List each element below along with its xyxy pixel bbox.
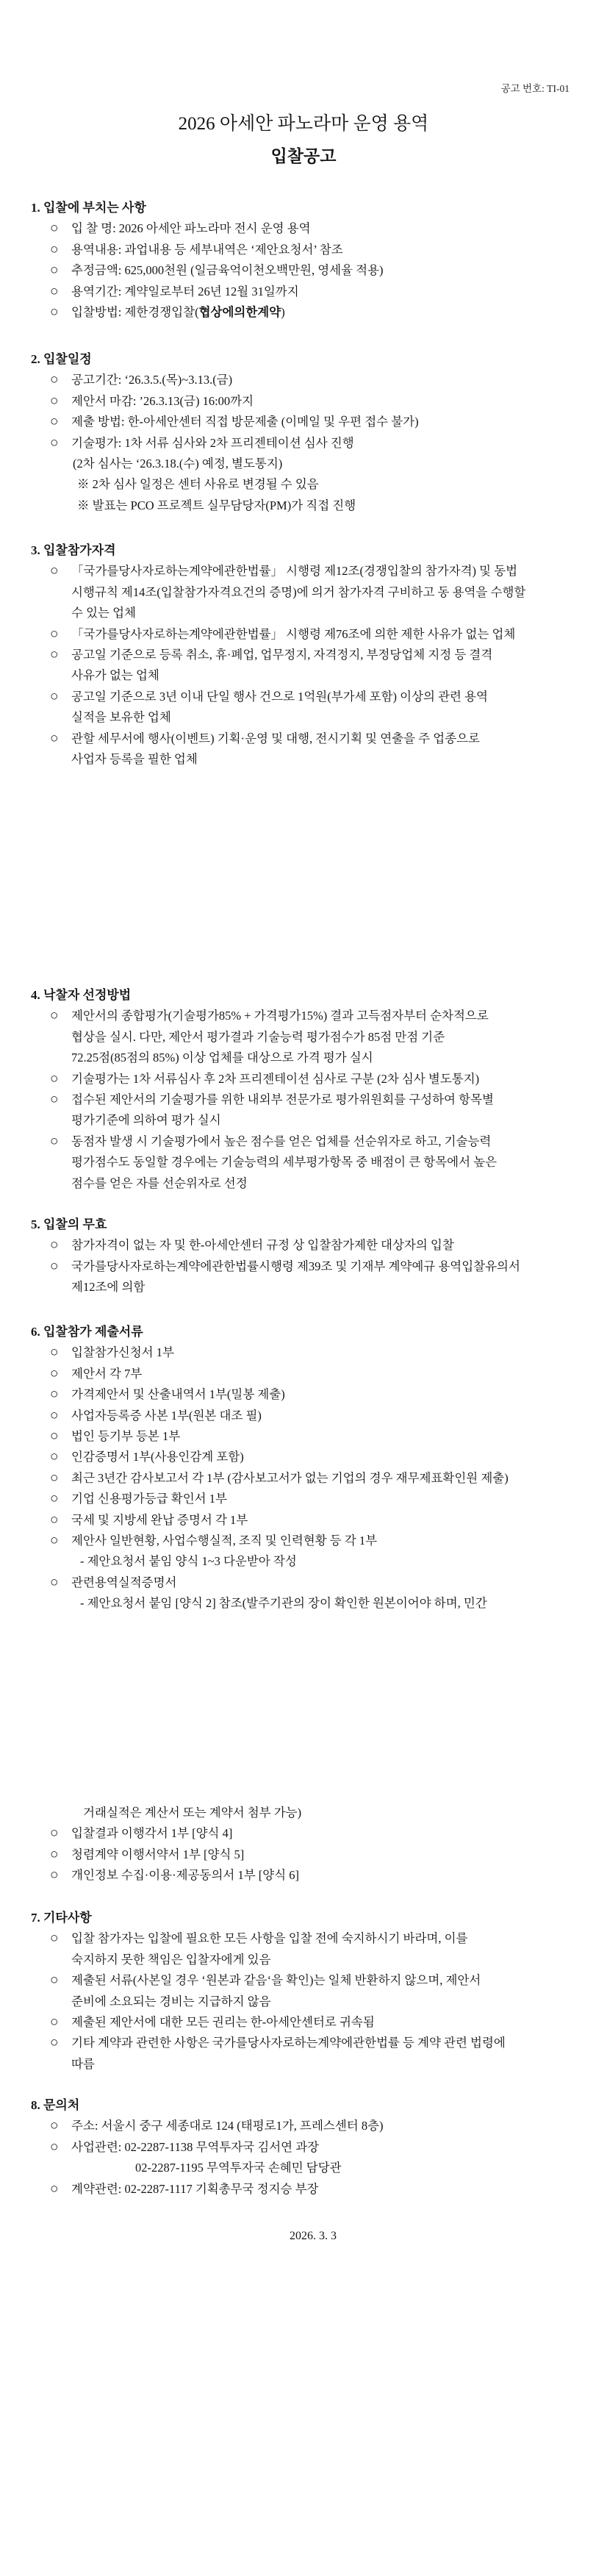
bullet-line: ○ 계약관련: 02-2287-1117 기획총무국 정지승 부장 — [0, 2179, 607, 2200]
section-heading: 4. 낙찰자 선정방법 — [31, 988, 132, 1002]
bullet-circle-icon: ○ — [50, 2118, 59, 2134]
section-s6 — [0, 1322, 607, 1614]
section-s5 — [0, 1214, 607, 1298]
issue-date: 2026. 3. 3 — [290, 2230, 337, 2242]
bullet-line: ○ 법인 등기부 등본 1부 — [0, 1426, 607, 1447]
text-line: 02-2287-1195 무역투자국 손혜민 담당관 — [135, 2161, 342, 2175]
text-line: 실적을 보유한 업체 — [71, 710, 171, 725]
bullet-line: ○ 개인정보 수집·이용·제공동의서 1부 [양식 6] — [0, 1865, 607, 1886]
bullet-circle-icon: ○ — [50, 1846, 59, 1862]
text-line: 시행규칙 제14조(입찰참가자격요건의 증명)에 의거 참가자격 구비하고 동 용역을 수행할 — [71, 584, 526, 599]
bullet-circle-icon: ○ — [50, 304, 59, 320]
bullet-line: ○ 제출된 제안서에 대한 모든 권리는 한-아세안센터로 귀속됨 — [0, 2012, 607, 2033]
bullet-circle-icon: ○ — [50, 372, 59, 388]
bullet-circle-icon: ○ — [50, 688, 59, 704]
bullet-circle-icon: ○ — [50, 646, 59, 662]
text-line: 수 있는 업체 — [71, 606, 136, 620]
bullet-circle-icon: ○ — [50, 2180, 59, 2197]
bullet-line: ○ 가격제안서 및 산출내역서 1부(밀봉 제출) — [0, 1384, 607, 1405]
bullet-line: ○ 용역내용: 과업내용 등 세부내역은 ‘제안요청서’ 참조 — [0, 240, 607, 260]
text-line: ※ 발표는 PCO 프로젝트 실무담당자(PM)가 직접 진행 — [77, 498, 356, 512]
section-s6b — [0, 1803, 607, 1886]
bullet-line: ○ 기타 계약과 관련한 사항은 국가를당사자로하는계약에관한법률 등 계약 관련 법령에 — [0, 2033, 607, 2053]
bullet-circle-icon: ○ — [50, 1491, 59, 1507]
bullet-circle-icon: ○ — [50, 1237, 59, 1253]
bullet-circle-icon: ○ — [50, 1407, 59, 1423]
section-heading: 7. 기타사항 — [31, 1911, 92, 1925]
bullet-line: ○ 사업자등록증 사본 1부(원본 대조 필) — [0, 1406, 607, 1426]
bullet-circle-icon: ○ — [50, 262, 59, 279]
text-line: - 제안요청서 붙임 [양식 2] 참조(발주기관의 장이 확인한 원본이어야 하며, 민간 — [80, 1596, 487, 1611]
bullet-circle-icon: ○ — [50, 1070, 59, 1087]
text-line: 숙지하지 못한 책임은 입찰자에게 있음 — [71, 1952, 271, 1967]
bullet-circle-icon: ○ — [50, 1449, 59, 1465]
bullet-circle-icon: ○ — [50, 730, 59, 746]
text-line: 점수를 얻은 자를 선순위자로 선정 — [71, 1176, 248, 1190]
bullet-line: ○ 기술평가: 1차 서류 심사와 2차 프리젠테이션 심사 진행 — [0, 433, 607, 454]
bullet-line: ○ 입찰참가신청서 1부 — [0, 1342, 607, 1363]
bullet-line: ○ 청렴계약 이행서약서 1부 [양식 5] — [0, 1845, 607, 1865]
bullet-circle-icon: ○ — [50, 1574, 59, 1590]
bullet-circle-icon: ○ — [50, 2014, 59, 2030]
section-s7 — [0, 1908, 607, 2075]
bullet-line: ○ 참가자격이 없는 자 및 한-아세안센터 규정 상 입찰참가제한 대상자의 입찰 — [0, 1235, 607, 1256]
text-line: 따름 — [71, 2056, 95, 2071]
bullet-circle-icon: ○ — [50, 1091, 59, 1107]
section-s1 — [0, 198, 607, 323]
notice-number: 공고 번호: TI-01 — [500, 83, 570, 94]
text-line: 사유가 없는 업체 — [71, 668, 159, 683]
bullet-line: ○ 최근 3년간 감사보고서 각 1부 (감사보고서가 없는 기업의 경우 재무제표확인원 제출) — [0, 1468, 607, 1489]
text-line: 72.25점(85점의 85%) 이상 업체를 대상으로 가격 평가 실시 — [71, 1051, 373, 1065]
section-s4 — [0, 985, 607, 1194]
document-subtitle: 입찰공고 — [270, 147, 337, 165]
text-line: 준비에 소요되는 경비는 지급하지 않음 — [71, 1994, 271, 2008]
document-title: 2026 아세안 파노라마 운영 용역 — [178, 114, 429, 134]
bullet-circle-icon: ○ — [50, 2139, 59, 2155]
bullet-circle-icon: ○ — [50, 1511, 59, 1528]
bullet-line: ○ 제출된 서류(사본일 경우 ‘원본과 같음‘을 확인)는 일체 반환하지 않으며, 제안서 — [0, 1970, 607, 1991]
bullet-line: ○ 용역기간: 계약일로부터 26년 12월 31일까지 — [0, 282, 607, 302]
section-heading: 2. 입찰일정 — [31, 352, 92, 366]
section-heading: 6. 입찰참가 제출서류 — [31, 1325, 143, 1339]
bullet-line: ○ 제출 방법: 한-아세안센터 직접 방문제출 (이메일 및 우편 접수 불가) — [0, 412, 607, 432]
bullet-line: ○ 입찰결과 이행각서 1부 [양식 4] — [0, 1823, 607, 1844]
bullet-line: ○ 관할 세무서에 행사(이벤트) 기획·운영 및 대행, 전시기획 및 연출을 주 업종으로 — [0, 729, 607, 749]
bullet-line: ○ 제안서 마감: ’26.3.13(금) 16:00까지 — [0, 391, 607, 412]
bullet-circle-icon: ○ — [50, 221, 59, 237]
text-line: (2차 심사는 ‘26.3.18.(수) 예정, 별도통지) — [73, 456, 283, 471]
bullet-line: ○ 입찰 참가자는 입찰에 필요한 모든 사항을 입찰 전에 숙지하시기 바라며, 이를 — [0, 1928, 607, 1949]
section-s2 — [0, 349, 607, 516]
section-heading: 8. 문의처 — [31, 2098, 80, 2112]
bullet-line: ○ 공고일 기준으로 등록 취소, 휴·폐업, 업무정지, 자격정지, 부정당업체 지정 등 결격 — [0, 645, 607, 665]
text-line: 제12조에 의함 — [71, 1280, 146, 1295]
text-line: 협상을 실시. 다만, 제안서 평가결과 기술능력 평가점수가 85점 만점 기준 — [71, 1029, 445, 1044]
text-line: ※ 2차 심사 일정은 센터 사유로 변경될 수 있음 — [77, 477, 319, 492]
text-line: 평가기준에 의하여 평가 실시 — [71, 1113, 221, 1128]
bullet-circle-icon: ○ — [50, 1972, 59, 1989]
bullet-circle-icon: ○ — [50, 1428, 59, 1444]
bullet-line: ○ 기업 신용평가등급 확인서 1부 — [0, 1489, 607, 1509]
bullet-circle-icon: ○ — [50, 1008, 59, 1024]
bullet-circle-icon: ○ — [50, 1867, 59, 1883]
bullet-circle-icon: ○ — [50, 393, 59, 409]
text-line: 사업자 등록을 필한 업체 — [71, 751, 198, 766]
bullet-line: ○ 제안서의 종합평가(기술평가85% + 가격평가15%) 결과 고득점자부터 순차적으로 — [0, 1006, 607, 1026]
section-heading: 5. 입찰의 무효 — [31, 1217, 107, 1231]
bullet-circle-icon: ○ — [50, 1133, 59, 1149]
bullet-line: ○ 입찰방법: 제한경쟁입찰(협상에의한계약) — [0, 302, 607, 323]
bullet-circle-icon: ○ — [50, 1532, 59, 1548]
bullet-line: ○ 관련용역실적증명서 — [0, 1573, 607, 1593]
bullet-line: ○ 제안서 각 7부 — [0, 1364, 607, 1384]
bullet-line: ○ 동점자 발생 시 기술평가에서 높은 점수를 얻은 업체를 선순위자로 하고, 기술능력 — [0, 1131, 607, 1152]
bullet-circle-icon: ○ — [50, 2035, 59, 2051]
bullet-circle-icon: ○ — [50, 1345, 59, 1361]
bullet-circle-icon: ○ — [50, 414, 59, 430]
bullet-line: ○ 인감증명서 1부(사용인감계 포함) — [0, 1447, 607, 1467]
bullet-line: ○ 사업관련: 02-2287-1138 무역투자국 김서연 과장 — [0, 2137, 607, 2158]
bullet-line: ○ 「국가를당사자로하는계약에관한법률」 시행령 제76조에 의한 제한 사유가 없는 업체 — [0, 624, 607, 645]
text-line: - 제안요청서 붙임 양식 1~3 다운받아 작성 — [80, 1554, 297, 1569]
bullet-circle-icon: ○ — [50, 1365, 59, 1381]
section-heading: 3. 입찰참가자격 — [31, 543, 116, 557]
section-s3 — [0, 540, 607, 770]
bullet-circle-icon: ○ — [50, 626, 59, 642]
bullet-circle-icon: ○ — [50, 1387, 59, 1403]
text-line: 평가점수도 동일할 경우에는 기술능력의 세부평가항목 중 배점이 큰 항목에서 높은 — [71, 1155, 498, 1170]
bullet-circle-icon: ○ — [50, 1825, 59, 1842]
bullet-line: ○ 주소: 서울시 중구 세종대로 124 (태평로1가, 프레스센터 8층) — [0, 2116, 607, 2136]
bullet-line: ○ 추정금액: 625,000천원 (일금육억이천오백만원, 영세율 적용) — [0, 260, 607, 281]
text-line: 거래실적은 계산서 또는 계약서 첨부 가능) — [83, 1806, 302, 1820]
bullet-circle-icon: ○ — [50, 563, 59, 579]
bullet-circle-icon: ○ — [50, 283, 59, 299]
bullet-line: ○ 제안사 일반현황, 사업수행실적, 조직 및 인력현황 등 각 1부 — [0, 1531, 607, 1551]
bullet-line: ○ 기술평가는 1차 서류심사 후 2차 프리젠테이션 심사로 구분 (2차 심사 별도통지) — [0, 1069, 607, 1090]
bullet-line: ○ 공고기간: ‘26.3.5.(목)~3.13.(금) — [0, 370, 607, 390]
bullet-circle-icon: ○ — [50, 1931, 59, 1947]
section-s8 — [0, 2095, 607, 2200]
bullet-circle-icon: ○ — [50, 1258, 59, 1274]
bullet-circle-icon: ○ — [50, 434, 59, 451]
bullet-line: ○ 접수된 제안서의 기술평가를 위한 내외부 전문가로 평가위원회를 구성하여 항목별 — [0, 1090, 607, 1110]
bullet-line: ○ 「국가를당사자로하는계약에관한법률」 시행령 제12조(경쟁입찰의 참가자격) 및 동법 — [0, 561, 607, 582]
bullet-line: ○ 국가를당사자로하는계약에관한법률시행령 제39조 및 기재부 계약예규 용역입찰유의서 — [0, 1256, 607, 1277]
bullet-circle-icon: ○ — [50, 1470, 59, 1486]
bullet-line: ○ 공고일 기준으로 3년 이내 단일 행사 건으로 1억원(부가세 포함) 이상의 관련 용역 — [0, 687, 607, 707]
bullet-circle-icon: ○ — [50, 241, 59, 257]
bullet-line: ○ 입 찰 명: 2026 아세안 파노라마 전시 운영 용역 — [0, 218, 607, 239]
bullet-line: ○ 국세 및 지방세 완납 증명서 각 1부 — [0, 1510, 607, 1531]
section-heading: 1. 입찰에 부치는 사항 — [31, 201, 146, 215]
